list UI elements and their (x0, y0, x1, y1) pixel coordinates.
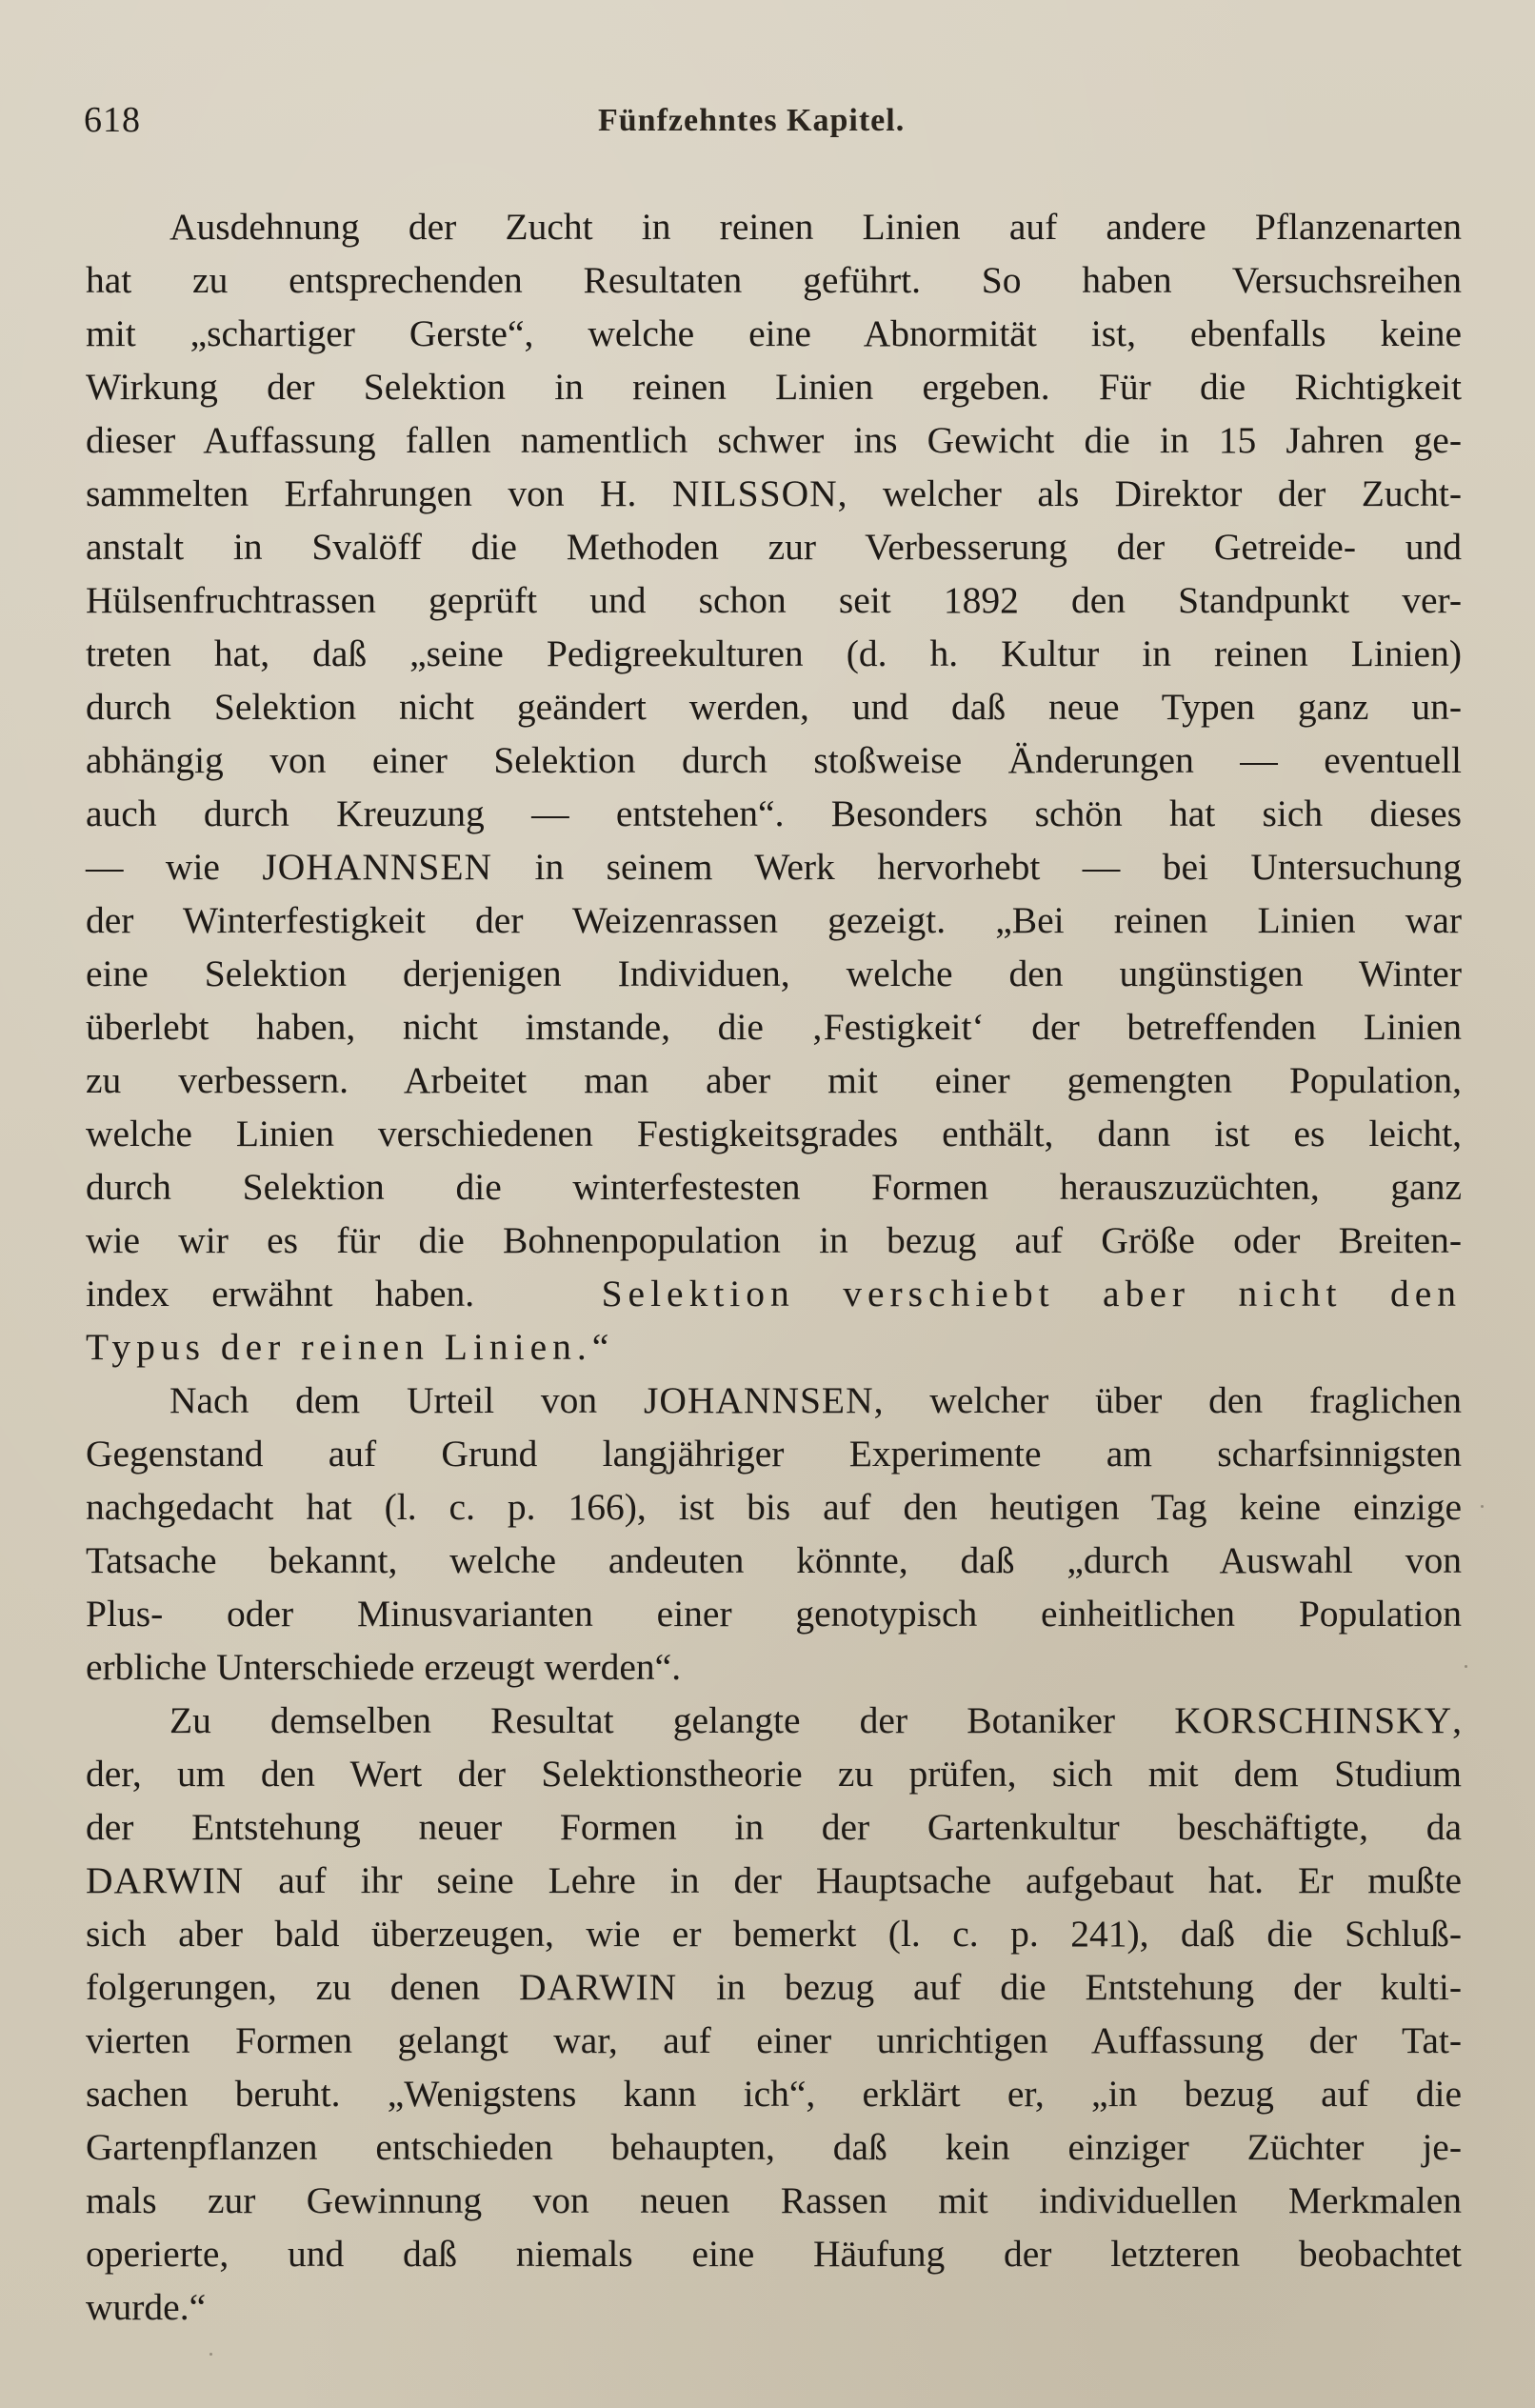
text-line: sachen beruht. „Wenigstens kann ich“, erklärt er, „in bezug auf die (86, 2073, 1462, 2115)
text-segment: — wie (86, 846, 220, 888)
text-line (86, 1267, 1462, 1320)
text-line (86, 1694, 1462, 1747)
text-line (86, 840, 1462, 893)
text-segment: , welcher über den fraglichen (873, 1379, 1463, 1421)
author-name: JOHANNSEN (262, 846, 493, 888)
text-segment: index erwähnt haben. (86, 1273, 475, 1314)
text-line: hat zu entsprechenden Resultaten geführt. So haben Versuchsreihen (86, 259, 1462, 301)
text-line: Plus- oder Minusvarianten einer genotypisch einheitlichen Population (86, 1593, 1462, 1635)
author-name: DARWIN (86, 1859, 245, 1901)
text-line: anstalt in Svalöff die Methoden zur Verbesserung der Getreide- und (86, 526, 1462, 568)
running-head (84, 99, 1463, 156)
text-line: operierte, und daß niemals eine Häufung der letzteren beobachtet (86, 2233, 1462, 2275)
text-line (86, 467, 1462, 520)
text-line: wie wir es für die Bohnenpopulation in bezug auf Größe oder Breiten- (86, 1219, 1462, 1261)
text-line: eine Selektion derjenigen Individuen, welche den ungünstigen Winter (86, 953, 1462, 994)
text-segment: auf ihr seine Lehre in der Hauptsache aufgebaut hat. Er mußte (278, 1859, 1462, 1901)
emphasized-text: Selektion verschiebt aber nicht den (601, 1273, 1462, 1314)
text-line: wurde.“ (86, 2286, 207, 2328)
text-line (86, 1960, 1462, 2014)
text-line: sich aber bald überzeugen, wie er bemerkt (l. c. p. 241), daß die Schluß- (86, 1913, 1462, 1955)
text-segment: , welcher als Direktor der Zucht- (837, 472, 1463, 514)
text-segment: Zu demselben Resultat gelangte der Botaniker (169, 1699, 1116, 1741)
author-name: NILSSON (671, 472, 838, 514)
text-line (86, 1374, 1462, 1427)
text-segment: , (1452, 1699, 1462, 1741)
text-line: der Winterfestigkeit der Weizenrassen gezeigt. „Bei reinen Linien war (86, 899, 1462, 941)
text-line: Gartenpflanzen entschieden behaupten, daß kein einziger Züchter je- (86, 2126, 1462, 2168)
text-line: überlebt haben, nicht imstande, die ‚Festigkeit‘ der betreffenden Linien (86, 1006, 1462, 1048)
text-segment: sammelten Erfahrungen von H. (86, 472, 637, 514)
body-text (86, 200, 1462, 2334)
text-line: abhängig von einer Selektion durch stoßweise Änderungen — eventuell (86, 739, 1462, 781)
paper-speck (209, 2353, 212, 2356)
text-line (86, 1854, 1462, 1907)
text-line: welche Linien verschiedenen Festigkeitsgrades enthält, dann ist es leicht, (86, 1113, 1462, 1154)
text-line: erbliche Unterschiede erzeugt werden“. (86, 1646, 682, 1688)
text-line: der Entstehung neuer Formen in der Gartenkultur beschäftigte, da (86, 1806, 1462, 1848)
paragraph-2 (86, 1374, 1462, 1694)
text-line: Hülsenfruchtrassen geprüft und schon seit 1892 den Standpunkt ver- (86, 579, 1462, 621)
paper-speck (1465, 1665, 1467, 1668)
text-segment: folgerungen, zu denen (86, 1966, 481, 2008)
paper-speck (1481, 1505, 1484, 1508)
text-line: dieser Auffassung fallen namentlich schwer ins Gewicht die in 15 Jahren ge- (86, 419, 1462, 461)
text-line: vierten Formen gelangt war, auf einer unrichtigen Auffassung der Tat- (86, 2019, 1462, 2061)
text-segment: Nach dem Urteil von (169, 1379, 598, 1421)
text-line: auch durch Kreuzung — entstehen“. Besonders schön hat sich dieses (86, 793, 1462, 834)
text-line: Ausdehnung der Zucht in reinen Linien auf andere Pflanzenarten (169, 206, 1462, 248)
text-line: der, um den Wert der Selektionstheorie zu prüfen, sich mit dem Studium (86, 1753, 1462, 1795)
text-line: Wirkung der Selektion in reinen Linien ergeben. Für die Richtigkeit (86, 366, 1462, 408)
text-line: durch Selektion die winterfestesten Formen herauszuzüchten, ganz (86, 1166, 1462, 1208)
text-line: treten hat, daß „seine Pedigreekulturen (d. h. Kultur in reinen Linien) (86, 632, 1462, 674)
page-number: 618 (84, 100, 141, 140)
author-name: JOHANNSEN (643, 1379, 874, 1421)
paragraph-1 (86, 200, 1462, 1374)
author-name: KORSCHINSKY (1174, 1699, 1453, 1741)
paragraph-3 (86, 1694, 1462, 2334)
text-line: Gegenstand auf Grund langjähriger Experimente am scharfsinnigsten (86, 1433, 1462, 1475)
text-line: Tatsache bekannt, welche andeuten könnte, daß „durch Auswahl von (86, 1539, 1462, 1581)
text-segment: in seinem Werk hervorhebt — bei Untersuchung (534, 846, 1462, 888)
text-line: durch Selektion nicht geändert werden, und daß neue Typen ganz un- (86, 686, 1462, 728)
chapter-title: Fünfzehntes Kapitel. (598, 103, 906, 138)
text-line: zu verbessern. Arbeitet man aber mit einer gemengten Population, (86, 1059, 1462, 1101)
text-line: mit „schartiger Gerste“, welche eine Abnormität ist, ebenfalls keine (86, 312, 1462, 354)
text-line: mals zur Gewinnung von neuen Rassen mit individuellen Merkmalen (86, 2179, 1462, 2221)
author-name: DARWIN (519, 1966, 678, 2008)
text-segment: in bezug auf die Entstehung der kulti- (716, 1966, 1462, 2008)
text-line: nachgedacht hat (l. c. p. 166), ist bis auf den heutigen Tag keine einzige (86, 1486, 1462, 1528)
emphasized-line: Typus der reinen Linien.“ (86, 1326, 615, 1368)
